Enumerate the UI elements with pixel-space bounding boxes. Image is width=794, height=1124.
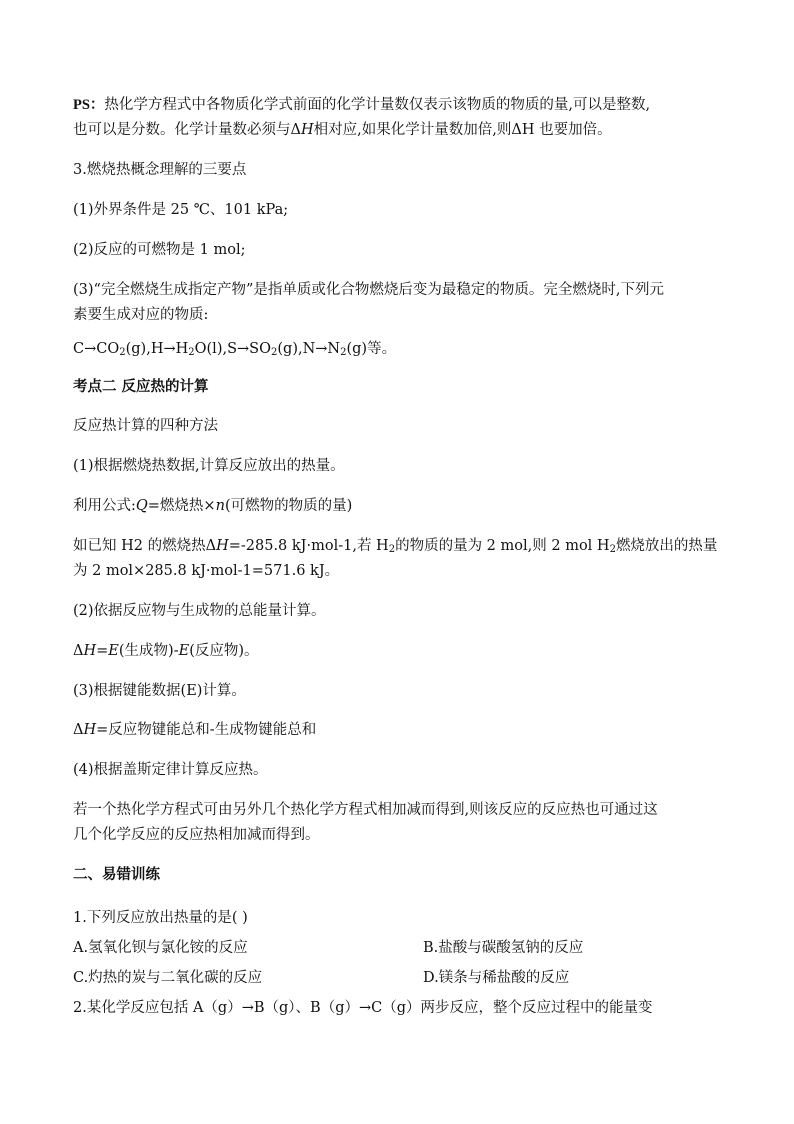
option-b: B.盐酸与碳酸氢钠的反应 bbox=[423, 940, 584, 956]
option-a: A.氢氧化钡与氯化铵的反应 bbox=[73, 940, 248, 956]
question-1: 1.下列反应放出热量的是( ) bbox=[73, 910, 248, 926]
example-line-1: 如已知 H2 的燃烧热ΔH=-285.8 kJ·mol-1,若 $H_2$的物质的量为 2 mol,则 2 mol $H_2$燃烧放出的热量 bbox=[73, 538, 718, 555]
method-1: (1)根据燃烧热数据,计算反应放出的热量。 bbox=[73, 458, 345, 474]
section-3-title: 3.燃烧热概念理解的三要点 bbox=[73, 162, 247, 178]
section-2-title: 二、易错训练 bbox=[73, 866, 160, 883]
method-3: (3)根据键能数据(E)计算。 bbox=[73, 683, 246, 699]
ps-label: PS： bbox=[73, 97, 105, 113]
method-4: (4)根据盖斯定律计算反应热。 bbox=[73, 762, 268, 778]
point-3-line-2: 素要生成对应的物质: bbox=[73, 307, 209, 323]
method-3-formula: ΔH=反应物键能总和-生成物键能总和 bbox=[73, 722, 317, 738]
example-line-2: 为 2 mol×285.8 kJ·mol-1=571.6 kJ。 bbox=[73, 563, 340, 579]
ps-line-1: PS：热化学方程式中各物质化学式前面的化学计量数仅表示该物质的物质的量,可以是整数, bbox=[73, 97, 651, 113]
option-c: C.灼热的炭与二氧化碳的反应 bbox=[73, 970, 263, 986]
method-4-line-1: 若一个热化学方程式可由另外几个热化学方程式相加减而得到,则该反应的反应热也可通过这 bbox=[73, 802, 658, 818]
question-2: 2.某化学反应包括 A（g）→B（g）、B（g）→C（g）两步反应，整个反应过程中的能量变 bbox=[73, 1000, 653, 1016]
point-2: (2)反应的可燃物是 1 mol; bbox=[73, 242, 246, 258]
kaodian-2-title: 考点二 反应热的计算 bbox=[73, 378, 209, 395]
method-2: (2)依据反应物与生成物的总能量计算。 bbox=[73, 603, 326, 619]
methods-intro: 反应热计算的四种方法 bbox=[73, 418, 218, 434]
method-4-line-2: 几个化学反应的反应热相加减而得到。 bbox=[73, 827, 320, 843]
question-1-options-row-2 bbox=[73, 967, 734, 989]
method-1-formula: 利用公式:Q=燃烧热×n(可燃物的物质的量) bbox=[73, 498, 353, 514]
method-2-formula: ΔH=E(生成物)-E(反应物)。 bbox=[73, 643, 259, 659]
option-d: D.镁条与稀盐酸的反应 bbox=[423, 970, 570, 986]
products-formula: $C\to CO_2(g),H\to H_2O(l),S\to SO_2(g),N\to N_2(g)$等。 bbox=[73, 341, 397, 358]
point-1: (1)外界条件是 25 ℃、101 kPa; bbox=[73, 202, 289, 218]
ps-line-2: 也可以是分数。化学计量数必须与ΔH相对应,如果化学计量数加倍,则ΔH 也要加倍。 bbox=[73, 122, 612, 138]
point-3-line-1: (3)“完全燃烧生成指定产物”是指单质或化合物燃烧后变为最稳定的物质。完全燃烧时,下列元 bbox=[73, 282, 664, 298]
question-1-options-row-1 bbox=[73, 937, 734, 959]
